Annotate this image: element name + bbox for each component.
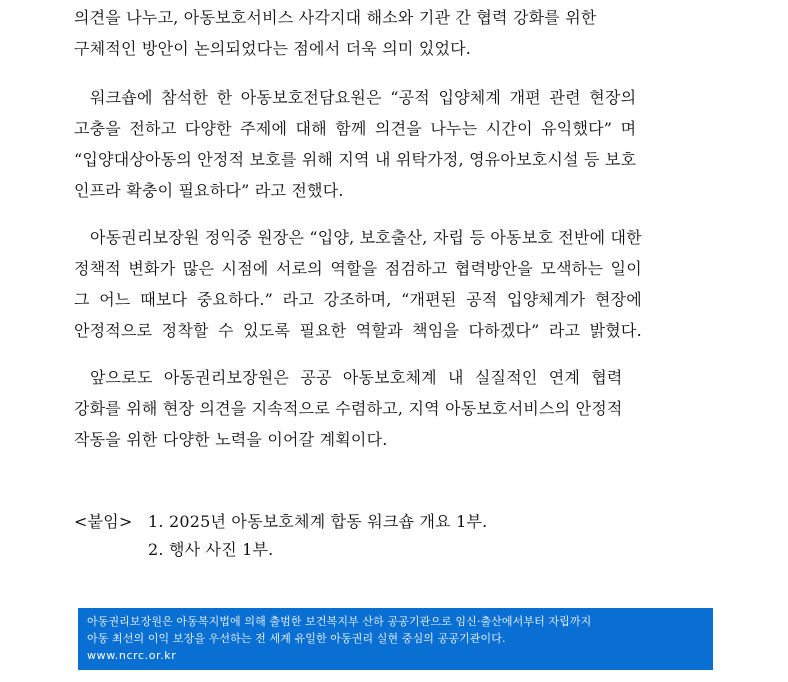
attachment-row-1 <box>74 508 487 536</box>
attachment-indent <box>74 536 148 564</box>
paragraph-4-line-3: 작동을 위한 다양한 노력을 이어갈 계획이다. <box>74 430 388 449</box>
paragraph-3-line-2: 정책적 변화가 많은 시점에 서로의 역할을 점검하고 협력방안을 모색하는 일이 <box>74 259 642 278</box>
paragraph-2 <box>74 82 636 206</box>
paragraph-3 <box>74 222 642 346</box>
organization-info-box <box>78 608 713 670</box>
attachment-row-2 <box>74 536 487 564</box>
organization-description-line-2: 아동 최선의 이익 보장을 우선하는 전 세계 유일한 아동권리 실현 중심의 공공기관이다. <box>87 632 506 645</box>
paragraph-3-line-3: 그 어느 때보다 중요하다.” 라고 강조하며, “개편된 공적 입양체계가 현장에 <box>74 290 642 309</box>
paragraph-1 <box>74 2 597 64</box>
paragraph-4-line-1: 앞으로도 아동권리보장원은 공공 아동보호체계 내 실질적인 연계 협력 <box>90 368 623 387</box>
paragraph-3-line-4: 안정적으로 정착할 수 있도록 필요한 역할과 책임을 다하겠다” 라고 밝혔다. <box>74 321 642 340</box>
attachment-item-1: 1. 2025년 아동보호체계 합동 워크숍 개요 1부. <box>148 512 488 531</box>
paragraph-3-line-1: 아동권리보장원 정익중 원장은 “입양, 보호출산, 자립 등 아동보호 전반에 대한 <box>90 228 642 247</box>
paragraph-4 <box>74 362 623 455</box>
paragraph-2-line-2: 고충을 전하고 다양한 주제에 대해 함께 의견을 나누는 시간이 유익했다” 며 <box>74 119 637 138</box>
paragraph-1-line-1: 의견을 나누고, 아동보호서비스 사각지대 해소와 기관 간 협력 강화를 위한 <box>74 8 597 27</box>
paragraph-2-line-1: 워크숍에 참석한 한 아동보호전담요원은 “공적 입양체계 개편 관련 현장의 <box>90 88 637 107</box>
organization-website-link[interactable]: www.ncrc.or.kr <box>87 649 177 662</box>
organization-description-line-1: 아동권리보장원은 아동복지법에 의해 출범한 보건복지부 산하 공공기관으로 임신·출산에서부터 자립까지 <box>87 615 592 628</box>
attachment-item-2: 2. 행사 사진 1부. <box>148 540 274 559</box>
paragraph-2-line-4: 인프라 확충이 필요하다” 라고 전했다. <box>74 181 344 200</box>
paragraph-4-line-2: 강화를 위해 현장 의견을 지속적으로 수렴하고, 지역 아동보호서비스의 안정적 <box>74 399 623 418</box>
paragraph-2-line-3: “입양대상아동의 안정적 보호를 위해 지역 내 위탁가정, 영유아보호시설 등 보호 <box>74 150 637 169</box>
attachments-label: <붙임> <box>74 512 133 531</box>
paragraph-1-line-2: 구체적인 방안이 논의되었다는 점에서 더욱 의미 있었다. <box>74 39 472 58</box>
attachments-section <box>74 508 487 564</box>
